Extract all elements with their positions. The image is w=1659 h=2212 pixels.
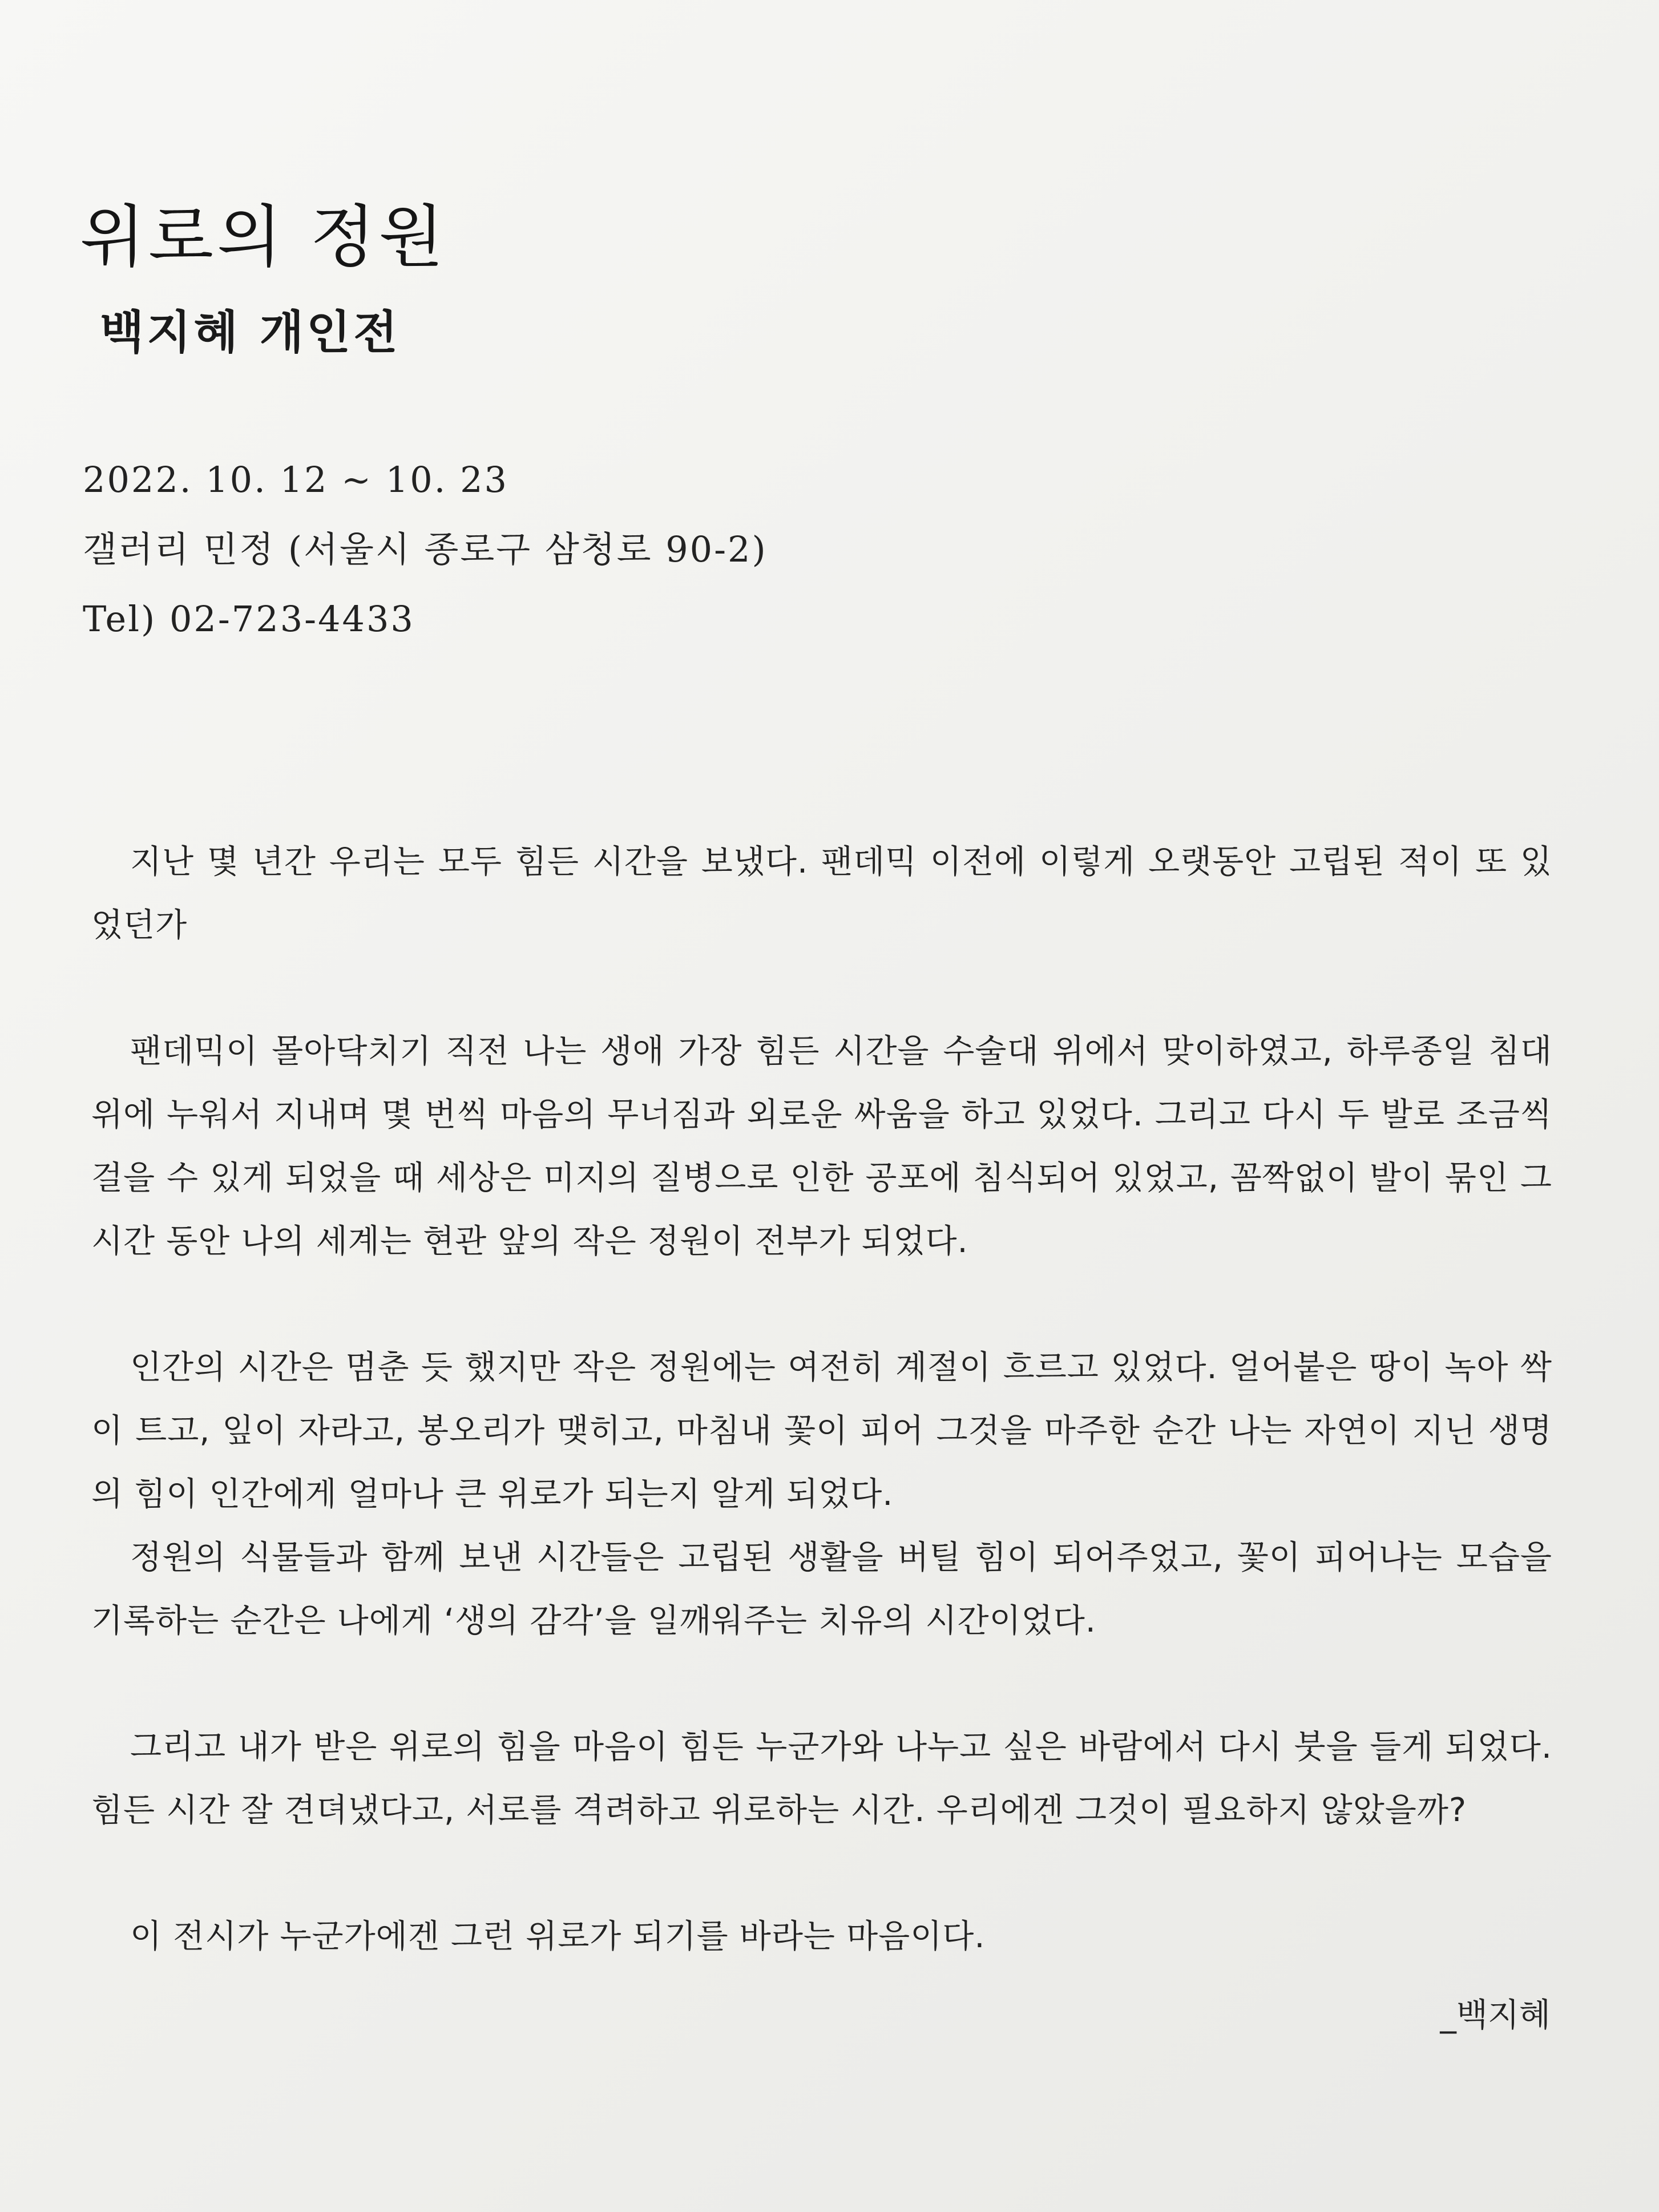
- paragraph: 팬데믹이 몰아닥치기 직전 나는 생애 가장 힘든 시간을 수술대 위에서 맞이하였고, 하루종일 침대 위에 누워서 지내며 몇 번씩 마음의 무너짐과 외로운 싸움을 하고 있었다. 그리고 다시 두 발로 조금씩 걸을 수 있게 되었을 때 세상은 미지의 질병으로 인한 공포에 침식되어 있었고, 꼼짝없이 발이 묶인 그 시간 동안 나의 세계는 현관 앞의 작은 정원이 전부가 되었다.: [91, 1032, 1552, 1260]
- paragraph: 정원의 식물들과 함께 보낸 시간들은 고립된 생활을 버틸 힘이 되어주었고, 꽃이 피어나는 모습을 기록하는 순간은 나에게 ‘생의 감각’을 일깨워주는 치유의 시간이었다.: [91, 1539, 1552, 1640]
- statement-body: [91, 830, 1552, 2031]
- paragraph: 인간의 시간은 멈춘 듯 했지만 작은 정원에는 여전히 계절이 흐르고 있었다. 얼어붙은 땅이 녹아 싹이 트고, 잎이 자라고, 봉오리가 맺히고, 마침내 꽃이 피어 그것을 마주한 순간 나는 자연이 지닌 생명의 힘이 인간에게 얼마나 큰 위로가 되는지 알게 되었다.: [91, 1349, 1552, 1513]
- document-title: 위로의 정원: [80, 197, 447, 276]
- exhibition-tel: Tel) 02-723-4433: [83, 598, 415, 640]
- exhibition-dates: 2022. 10. 12 ~ 10. 23: [83, 459, 508, 500]
- exhibition-venue: 갤러리 민정 (서울시 종로구 삼청로 90-2): [83, 528, 768, 570]
- paragraph: 그리고 내가 받은 위로의 힘을 마음이 힘든 누군가와 나누고 싶은 바람에서 다시 붓을 들게 되었다. 힘든 시간 잘 견뎌냈다고, 서로를 격려하고 위로하는 시간. 우리에겐 그것이 필요하지 않았을까?: [91, 1728, 1552, 1829]
- paragraph: 이 전시가 누군가에겐 그런 위로가 되기를 바라는 마음이다.: [130, 1918, 986, 1955]
- paragraph: 지난 몇 년간 우리는 모두 힘든 시간을 보냈다. 팬데믹 이전에 이렇게 오랫동안 고립된 적이 또 있었던가: [91, 843, 1552, 944]
- signature: _백지혜: [1440, 1996, 1551, 2034]
- document-subtitle: 백지혜 개인전: [100, 306, 401, 359]
- exhibition-info: [83, 445, 768, 654]
